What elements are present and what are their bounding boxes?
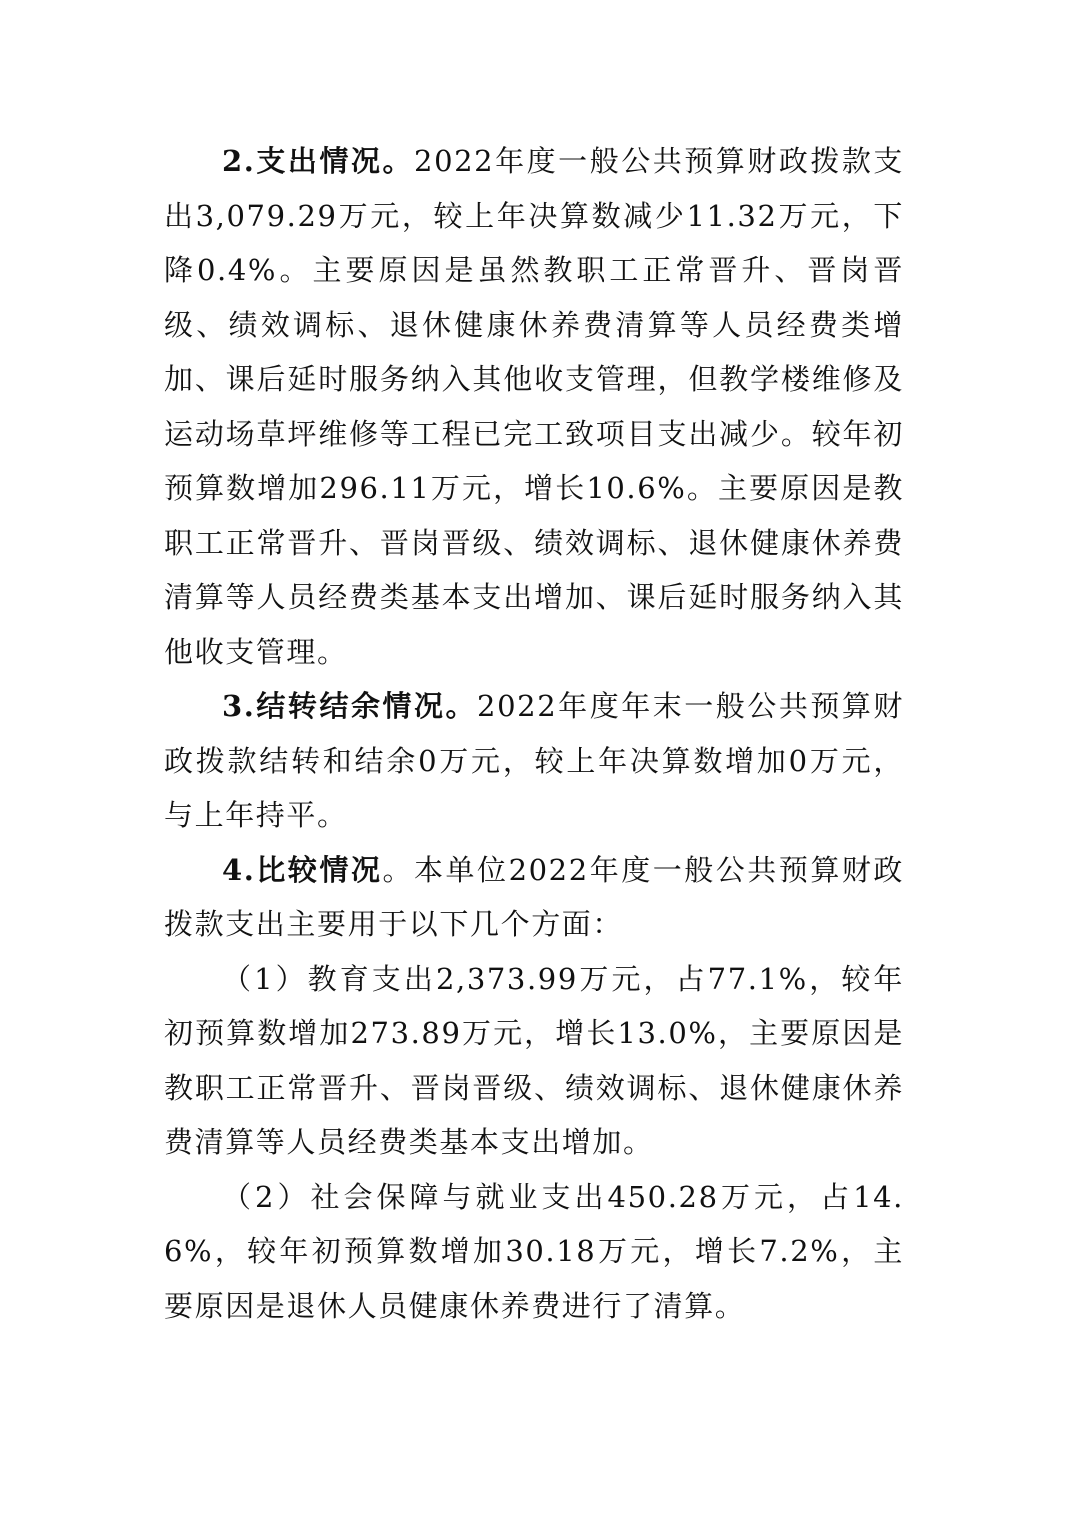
document-page bbox=[164, 134, 904, 1333]
heading-comparison: 4.比较情况 bbox=[222, 852, 383, 887]
body-comparison: 。本单位2022年度一般公共预算财政拨款支出主要用于以下几个方面： bbox=[164, 852, 904, 941]
body-expenditure: 2022年度一般公共预算财政拨款支出3,079.29万元，较上年决算数减少11.32万元，下降0.4%。主要原因是虽然教职工正常晋升、晋岗晋级、绩效调标、退休健康休养费清算等人员经费类增加、课后延时服务纳入其他收支管理，但教学楼维修及运动场草坪维修等工程已完工致项目支出减少。较年初预算数增加296.11万元，增长10.6%。主要原因是教职工正常晋升、晋岗晋级、绩效调标、退休健康休养费清算等人员经费类基本支出增加、课后延时服务纳入其他收支管理。 bbox=[164, 144, 904, 669]
heading-expenditure: 2.支出情况。 bbox=[222, 144, 415, 178]
paragraph-carryover bbox=[164, 679, 904, 843]
paragraph-comparison bbox=[164, 843, 904, 952]
body-social-security: （2）社会保障与就业支出450.28万元，占14.6%，较年初预算数增加30.18万元，增长7.2%，主要原因是退休人员健康休养费进行了清算。 bbox=[164, 1179, 904, 1323]
body-education: （1）教育支出2,373.99万元，占77.1%，较年初预算数增加273.89万元，增长13.0%，主要原因是教职工正常晋升、晋岗晋级、绩效调标、退休健康休养费清算等人员经费类基本支出增加。 bbox=[164, 961, 904, 1159]
paragraph-social-security bbox=[164, 1170, 904, 1334]
body-carryover: 2022年度年末一般公共预算财政拨款结转和结余0万元，较上年决算数增加0万元，与上年持平。 bbox=[164, 689, 904, 832]
paragraph-education bbox=[164, 952, 904, 1170]
heading-carryover: 3.结转结余情况。 bbox=[222, 689, 478, 723]
paragraph-expenditure bbox=[164, 134, 904, 679]
